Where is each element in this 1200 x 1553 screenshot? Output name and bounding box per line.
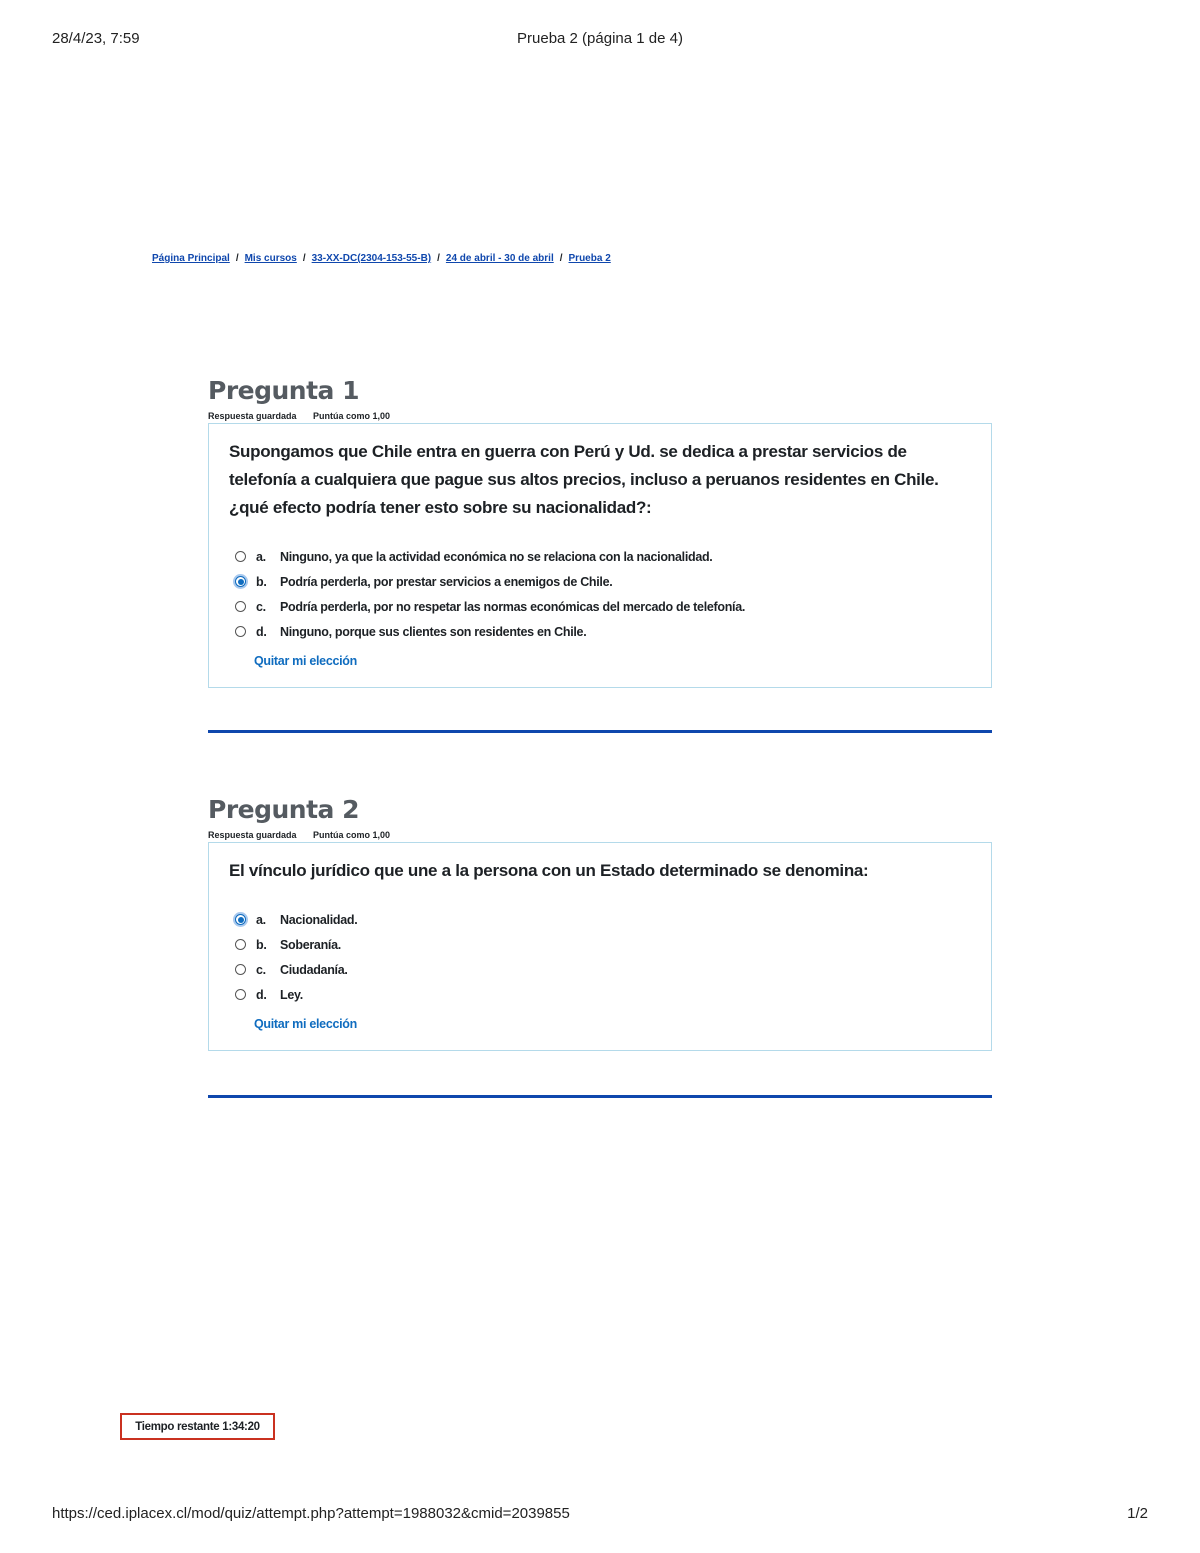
- breadcrumb-separator: /: [235, 253, 239, 264]
- answer-letter: b.: [256, 937, 267, 952]
- answer-option-c[interactable]: [229, 594, 971, 619]
- answer-letter: c.: [256, 599, 266, 614]
- radio-button[interactable]: [235, 601, 246, 612]
- answer-text: Nacionalidad.: [280, 912, 358, 927]
- answer-letter: a.: [256, 549, 266, 564]
- question-mark: Puntúa como 1,00: [313, 411, 391, 421]
- answer-option-b[interactable]: [229, 932, 971, 957]
- question-status: Respuesta guardada: [208, 411, 297, 421]
- breadcrumb-quiz-link[interactable]: Prueba 2: [568, 253, 611, 264]
- print-page-number: 1/2: [1127, 1505, 1148, 1522]
- radio-button[interactable]: [235, 964, 246, 975]
- question-info: [208, 411, 992, 423]
- answer-text: Podría perderla, por prestar servicios a enemigos de Chile.: [280, 574, 613, 589]
- answer-text: Soberanía.: [280, 937, 341, 952]
- breadcrumb: [152, 253, 611, 264]
- question-text: El vínculo jurídico que une a la persona con un Estado determinado se denomina:: [229, 861, 869, 880]
- answer-text: Podría perderla, por no respetar las normas económicas del mercado de telefonía.: [280, 599, 746, 614]
- clear-choice-link[interactable]: Quitar mi elección: [254, 654, 357, 668]
- answer-list: [229, 544, 971, 644]
- print-page-title: Prueba 2 (página 1 de 4): [517, 30, 683, 47]
- question-2: [208, 795, 992, 1051]
- breadcrumb-week-link[interactable]: 24 de abril - 30 de abril: [445, 253, 554, 264]
- answer-letter: d.: [256, 987, 267, 1002]
- clear-choice-link[interactable]: Quitar mi elección: [254, 1017, 357, 1031]
- answer-letter: d.: [256, 624, 267, 639]
- question-info: [208, 830, 992, 842]
- breadcrumb-my-courses-link[interactable]: Mis cursos: [244, 253, 297, 264]
- breadcrumb-separator: /: [437, 253, 440, 264]
- answer-letter: a.: [256, 912, 266, 927]
- answer-text: Ley.: [280, 987, 303, 1002]
- answer-list: [229, 907, 971, 1007]
- radio-button[interactable]: [235, 551, 246, 562]
- answer-option-d[interactable]: [229, 982, 971, 1007]
- question-divider: [208, 1095, 992, 1098]
- answer-text: Ninguno, ya que la actividad económica no se relaciona con la nacionalidad.: [280, 549, 713, 564]
- question-mark: Puntúa como 1,00: [313, 830, 391, 840]
- print-url: https://ced.iplacex.cl/mod/quiz/attempt.php?attempt=1988032&cmid=2039855: [52, 1505, 570, 1522]
- radio-button[interactable]: [235, 939, 246, 950]
- breadcrumb-course-link[interactable]: 33-XX-DC(2304-153-55-B): [311, 253, 432, 264]
- print-datetime: 28/4/23, 7:59: [52, 30, 140, 47]
- question-content-box: [208, 423, 992, 688]
- question-1: [208, 376, 992, 688]
- answer-option-d[interactable]: [229, 619, 971, 644]
- time-remaining-box: [120, 1413, 275, 1440]
- print-header: [52, 30, 1148, 50]
- print-footer: [52, 1505, 1148, 1525]
- answer-option-b[interactable]: [229, 569, 971, 594]
- answer-letter: c.: [256, 962, 266, 977]
- radio-button[interactable]: [235, 626, 246, 637]
- question-title: Pregunta 2: [208, 795, 360, 824]
- radio-button-selected[interactable]: [235, 576, 246, 587]
- answer-option-a[interactable]: [229, 907, 971, 932]
- answer-text: Ciudadanía.: [280, 962, 348, 977]
- question-title: Pregunta 1: [208, 376, 360, 405]
- breadcrumb-separator: /: [302, 253, 306, 264]
- answer-option-a[interactable]: [229, 544, 971, 569]
- answer-text: Ninguno, porque sus clientes son residentes en Chile.: [280, 624, 587, 639]
- timer-label: Tiempo restante: [135, 1420, 220, 1433]
- timer-value: 1:34:20: [222, 1420, 260, 1433]
- radio-button-selected[interactable]: [235, 914, 246, 925]
- radio-button[interactable]: [235, 989, 246, 1000]
- question-text: Supongamos que Chile entra en guerra con Perú y Ud. se dedica a prestar servicios de telefonía a cualquiera que pague sus altos precios, incluso a peruanos residentes en Chile. ¿qué efecto podría tener esto sobre su nacionalidad?:: [229, 442, 939, 517]
- question-status: Respuesta guardada: [208, 830, 297, 840]
- question-content-box: [208, 842, 992, 1051]
- breadcrumb-home-link[interactable]: Página Principal: [152, 253, 230, 264]
- answer-letter: b.: [256, 574, 267, 589]
- answer-option-c[interactable]: [229, 957, 971, 982]
- breadcrumb-separator: /: [559, 253, 563, 264]
- question-divider: [208, 730, 992, 733]
